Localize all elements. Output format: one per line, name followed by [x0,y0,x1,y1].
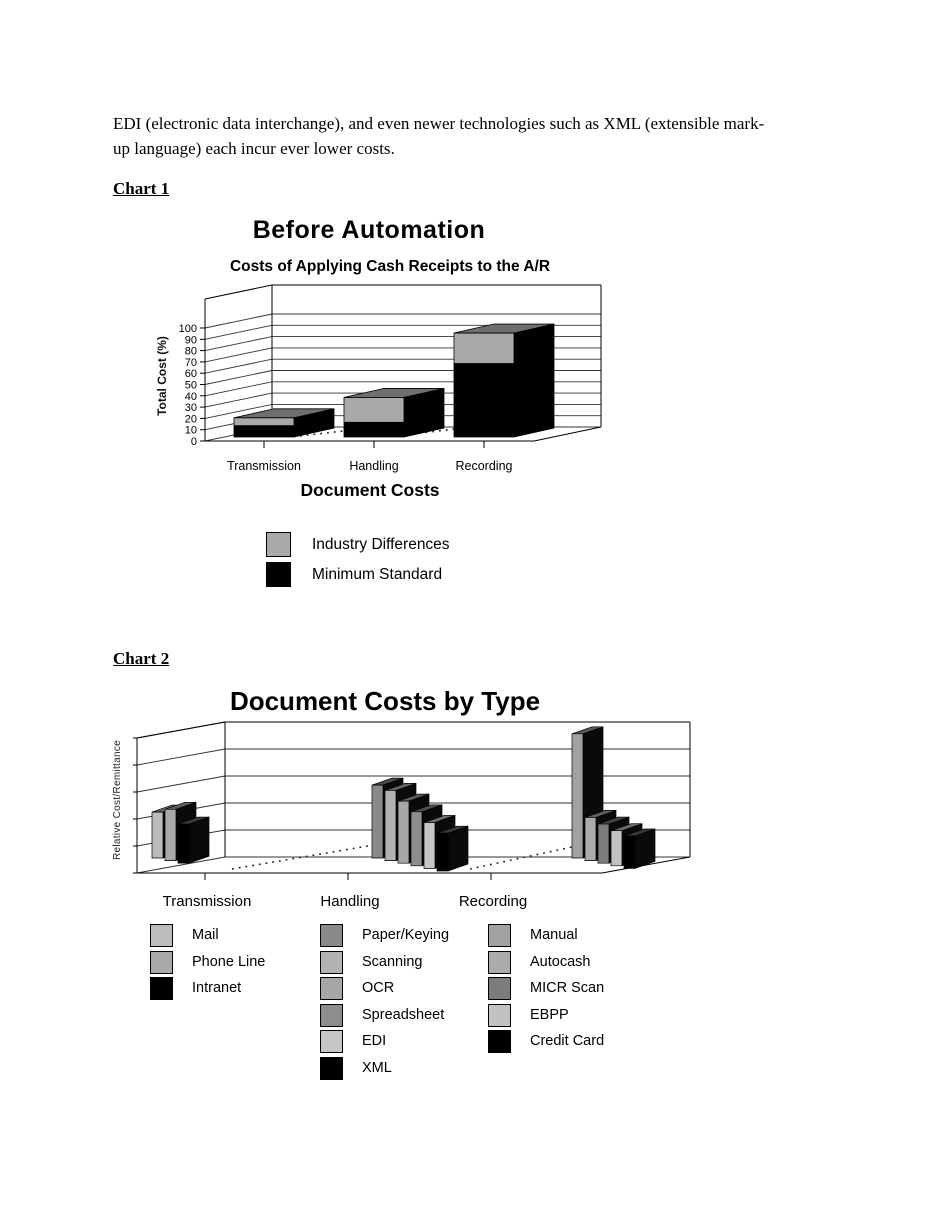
bar-XML [437,833,448,871]
legend-item [488,977,604,1000]
legend-swatch [488,1004,511,1027]
legend-swatch [266,562,291,587]
x-category-label: Handling [349,459,399,473]
gridline-side [205,325,272,339]
legend-label: Credit Card [530,1033,605,1049]
legend-label: Autocash [530,953,591,970]
bar-minimum-standard-Recording [454,364,514,437]
legend-label: Paper/Keying [362,927,450,943]
bar-Paper/Keying [372,785,383,858]
gridline-side [205,371,272,385]
bar-industry-differences-Transmission [234,418,294,426]
bar-EDI [424,823,435,869]
x-category-label: Transmission [227,459,301,473]
chart2-plot [95,712,720,918]
legend-swatch [488,1030,511,1053]
legend-swatch [488,977,511,1000]
y-tick-label: 60 [184,368,197,381]
y-tick-label: 10 [184,424,197,437]
legend-label: Minimum Standard [312,565,443,583]
legend-item [488,1004,604,1027]
floor-dotted-line [232,846,368,869]
legend-item [488,924,604,947]
legend-item [320,924,449,947]
y-tick-label: 0 [190,436,197,448]
gridline-side [137,749,225,765]
x-category-label: Handling [320,893,380,910]
legend-swatch [320,924,343,947]
legend-label: Phone Line [192,953,266,970]
legend-item [150,977,265,1000]
paragraph-line-1: EDI (electronic data interchange), and even newer technologies such as XML (extensible mark- [113,114,765,133]
y-tick-label: 30 [184,402,197,415]
bar-OCR [398,801,409,863]
chart1-plot [150,278,620,480]
x-category-label: Recording [455,459,513,473]
legend-swatch [488,924,511,947]
gridline-side [205,382,272,396]
bar-industry-differences-Recording [454,333,514,364]
legend-column-transmission [150,924,265,1004]
bar-Mail [152,812,163,858]
legend-column-handling [320,924,449,1083]
legend-swatch [320,1030,343,1053]
legend-label: Manual [530,927,578,943]
legend-item [266,532,450,557]
chart2-legend [145,924,745,1084]
bar-MICR Scan [598,824,609,863]
bar-Scanning [385,790,396,860]
gridline-side [137,776,225,792]
legend-item [320,1057,449,1080]
legend-swatch [320,1004,343,1027]
bar-Credit Card [624,836,635,868]
gridline-side [205,393,272,407]
legend-item [488,951,604,974]
bar-industry-differences-Handling [344,397,404,422]
y-tick-label: 20 [184,413,197,426]
legend-label: MICR Scan [530,980,605,996]
paragraph-line-2: up language) each incur ever lower costs. [113,138,395,158]
bar-minimum-standard-Handling [344,422,404,437]
legend-label: Scanning [362,953,423,970]
legend-label: OCR [362,980,395,996]
bar-side-Recording [514,324,554,437]
body-paragraph [113,112,858,161]
legend-item [320,1004,449,1027]
legend-swatch [266,532,291,557]
legend-swatch [150,951,173,974]
legend-label: EBPP [530,1006,569,1023]
x-category-label: Transmission [162,893,252,910]
x-category-label: Recording [458,893,528,910]
bar-Phone Line [165,809,176,860]
gridline-side [205,337,272,351]
y-tick-label: 70 [184,356,197,369]
legend-label: EDI [362,1033,387,1049]
y-tick-label: 40 [184,390,197,403]
y-tick-label: 90 [184,334,197,347]
legend-column-recording [488,924,604,1057]
chart1-y-axis-label: Total Cost (%) [155,336,169,416]
chart1-title: Before Automation [252,216,486,244]
legend-item [266,562,450,587]
legend-item [150,951,265,974]
bar-Manual [572,734,583,858]
bar-Autocash [585,817,596,860]
legend-label: XML [362,1059,392,1076]
chart1-legend [266,532,450,592]
wall-topleft-edge [205,285,272,299]
legend-swatch [320,977,343,1000]
bar-Spreadsheet [411,812,422,866]
y-tick-label: 100 [178,323,197,335]
legend-item [488,1030,604,1053]
y-tick-label: 50 [184,379,197,392]
gridline-side [205,314,272,328]
chart2-y-axis-label: Relative Cost/Remittance [112,739,123,861]
legend-swatch [488,951,511,974]
gridline-side [205,359,272,373]
wall-topleft-edge [137,722,225,738]
legend-item [150,924,265,947]
floor-dotted-line [470,847,572,869]
legend-item [320,951,449,974]
legend-item [320,1030,449,1053]
bar-side-XML [448,826,468,871]
legend-swatch [150,977,173,1000]
chart2-heading: Chart 2 [113,649,170,668]
legend-label: Spreadsheet [362,1006,445,1023]
legend-swatch [150,924,173,947]
bar-side-Intranet [189,817,209,863]
gridline-side [205,348,272,362]
chart2-title: Document Costs by Type [229,686,541,716]
legend-item [320,977,449,1000]
legend-swatch [320,951,343,974]
chart1-heading: Chart 1 [113,179,170,198]
chart1-x-axis-title: Document Costs [300,480,440,500]
legend-swatch [320,1057,343,1080]
legend-label: Mail [192,927,219,943]
chart1-subtitle: Costs of Applying Cash Receipts to the A/R [229,258,551,275]
bar-Intranet [178,824,189,863]
y-tick-label: 80 [184,345,197,358]
bar-EBPP [611,831,622,866]
bar-minimum-standard-Transmission [234,426,294,437]
legend-label: Intranet [192,980,242,996]
legend-label: Industry Differences [312,535,450,553]
